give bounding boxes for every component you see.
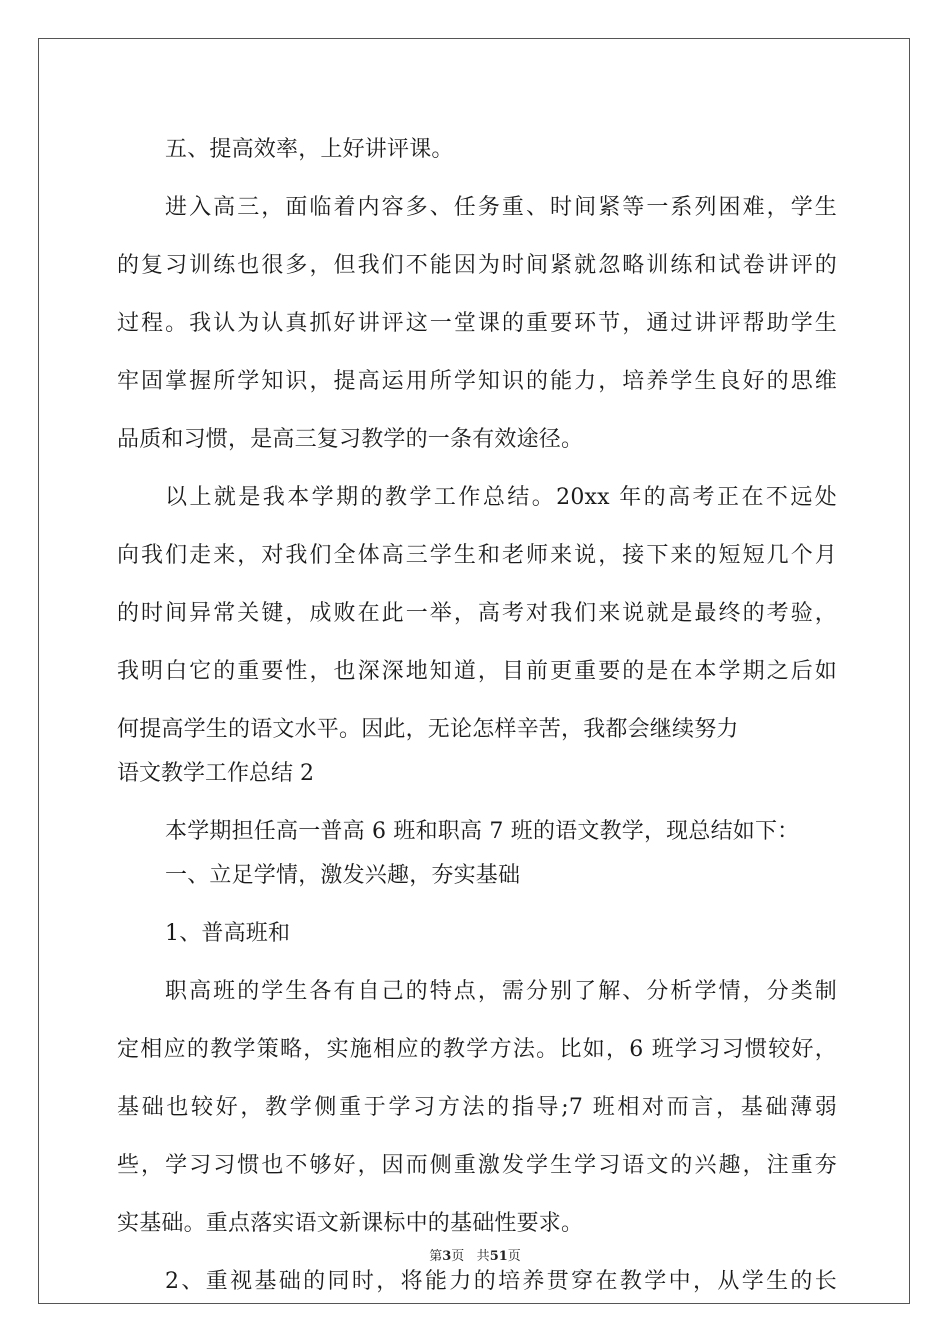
text-line: 牢固掌握所学知识，提高运用所学知识的能力，培养学生良好的思维 <box>117 369 837 394</box>
text-line: 何提高学生的语文水平。因此，无论怎样辛苦，我都会继续努力 <box>117 717 739 742</box>
text-line: 1、普高班和 <box>165 921 291 946</box>
text-line: 一、立足学情，激发兴趣，夯实基础 <box>165 863 521 888</box>
text-line: 以上就是我本学期的教学工作总结。20xx 年的高考正在不远处 <box>165 485 837 510</box>
text-line: 进入高三，面临着内容多、任务重、时间紧等一系列困难，学生 <box>165 195 837 220</box>
text-line: 本学期担任高一普高 6 班和职高 7 班的语文教学，现总结如下： <box>165 819 800 844</box>
document-body <box>117 128 837 1304</box>
text-line: 基础也较好，教学侧重于学习方法的指导;7 班相对而言，基础薄弱 <box>117 1095 837 1120</box>
current-page-number: 3 <box>442 1249 452 1264</box>
text-line: 职高班的学生各有自己的特点，需分别了解、分析学情，分类制 <box>165 979 837 1004</box>
text-line: 定相应的教学策略，实施相应的教学方法。比如，6 班学习习惯较好， <box>117 1037 837 1062</box>
footer-prefix: 第 <box>429 1249 443 1264</box>
footer-page-unit: 页 <box>451 1249 465 1264</box>
text-line: 我明白它的重要性，也深深地知道，目前更重要的是在本学期之后如 <box>117 659 837 684</box>
text-line: 2、重视基础的同时，将能力的培养贯穿在教学中，从学生的长 <box>165 1269 837 1294</box>
section-title: 语文教学工作总结 2 <box>117 761 314 786</box>
text-line: 的复习训练也很多，但我们不能因为时间紧就忽略训练和试卷讲评的 <box>117 253 837 278</box>
text-line: 过程。我认为认真抓好讲评这一堂课的重要环节，通过讲评帮助学生 <box>117 311 837 336</box>
footer-total-prefix: 共 <box>476 1249 490 1264</box>
page-footer <box>0 1245 950 1264</box>
footer-total-unit: 页 <box>507 1249 521 1264</box>
text-line: 向我们走来，对我们全体高三学生和老师来说，接下来的短短几个月 <box>117 543 837 568</box>
total-page-count: 51 <box>489 1249 508 1264</box>
text-line: 些，学习习惯也不够好，因而侧重激发学生学习语文的兴趣，注重夯 <box>117 1153 837 1178</box>
text-line: 实基础。重点落实语文新课标中的基础性要求。 <box>117 1211 584 1236</box>
text-line: 五、提高效率，上好讲评课。 <box>165 137 454 162</box>
text-line: 品质和习惯，是高三复习教学的一条有效途径。 <box>117 427 584 452</box>
text-line: 的时间异常关键，成败在此一举，高考对我们来说就是最终的考验， <box>117 601 837 626</box>
